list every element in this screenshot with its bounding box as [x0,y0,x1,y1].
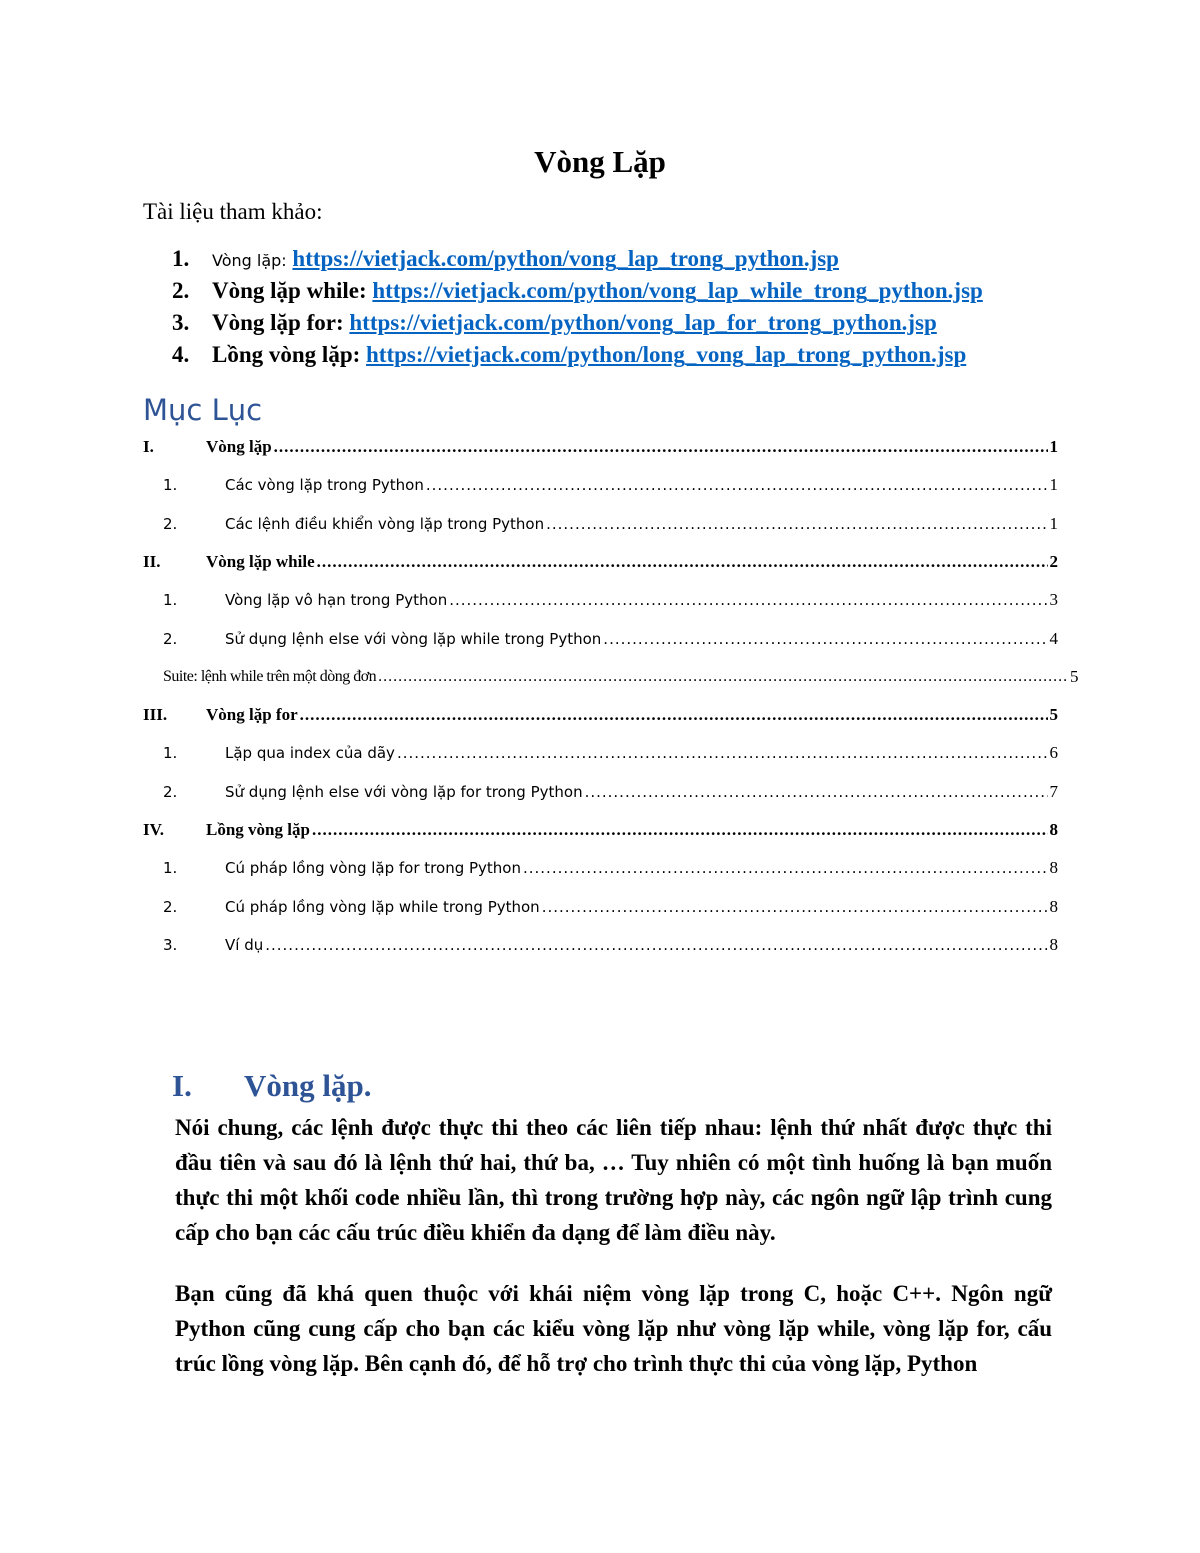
section-number: I. [172,1068,192,1103]
toc-dot-leader [426,476,1048,494]
toc-entry-page: 3 [1049,590,1058,610]
reference-label: Vòng lặp while: [212,278,367,303]
body-paragraph: Bạn cũng đã khá quen thuộc với khái niệm vòng lặp trong C, hoặc C++. Ngôn ngữ Python cũng cung cấp cho bạn các kiểu vòng lặp như vòng lặp while, vòng lặp for, cấu trúc lồng vòng lặp. Bên cạnh đó, để hỗ trợ cho trình thực thi của vòng lặp, Python [175,1281,1052,1376]
reference-label: Vòng lặp for: [212,310,344,335]
toc-entry-page: 5 [1049,705,1058,725]
toc-dot-leader [300,705,1048,725]
reference-number: 3. [172,310,190,335]
toc-entry-number: 2. [163,514,178,533]
toc-entry[interactable] [143,658,1078,696]
toc-entry[interactable] [143,696,1058,734]
toc-entry-number: 1. [163,744,178,763]
toc-entry-page: 1 [1049,475,1058,495]
toc-entry-title: Vòng lặp vô hạn trong Python [225,591,448,610]
toc-entry-number: 2. [163,897,178,916]
toc-entry-page: 1 [1049,437,1058,456]
toc-entry-number: 1. [163,859,178,878]
toc-dot-leader [449,591,1047,609]
toc-dot-leader [546,515,1047,533]
toc-entry-title: Lồng vòng lặp [206,820,310,839]
reference-number: 1. [172,246,190,271]
body-paragraph: Nói chung, các lệnh được thực thi theo các liên tiếp nhau: lệnh thứ nhất được thực thi đầu tiên và sau đó là lệnh thứ hai, thứ ba, … Tuy nhiên có một tình huống là bạn muốn thực thi một khối code nhiều lần, thì trong trường hợp này, các ngôn ngữ lập trình cung cấp cho bạn các cấu trúc điều khiển đa dạng để làm điều này. [175,1115,1052,1245]
reference-link[interactable]: https://vietjack.com/python/vong_lap_for_trong_python.jsp [349,310,937,335]
toc-entry-number: 1. [163,476,178,495]
toc-entry[interactable] [143,888,1058,926]
reference-item [172,307,983,339]
toc-entry[interactable] [143,466,1058,504]
toc-entry-page: 8 [1049,820,1058,839]
toc-entry-title: Các vòng lặp trong Python [225,476,424,495]
section-heading [172,1063,371,1109]
toc-entry-title: Suite: lệnh while trên một dòng đơn [163,667,377,685]
reference-item [172,275,983,307]
toc-dot-leader [378,668,1068,686]
toc-entry-page: 8 [1049,934,1058,954]
reference-label: Vòng lặp: [212,251,287,270]
toc-entry-page: 4 [1049,628,1058,648]
section-title: Vòng lặp. [244,1068,372,1103]
toc-dot-leader [317,552,1048,572]
toc-entry-number: 3. [163,935,178,954]
toc-entry-page: 8 [1049,858,1058,878]
toc-dot-leader [397,744,1048,762]
references-label: Tài liệu tham khảo: [143,199,323,224]
reference-label: Lồng vòng lặp: [212,342,361,367]
toc-entry-title: Cú pháp lồng vòng lặp for trong Python [225,859,521,878]
toc-entry-number: 1. [163,591,178,610]
toc-entry-title: Lặp qua index của dãy [225,744,395,763]
references-list [172,243,983,371]
toc-dot-leader [265,936,1047,954]
toc-entry-page: 7 [1049,781,1058,801]
toc-entry-page: 6 [1049,743,1058,763]
toc-entry-title: Sử dụng lệnh else với vòng lặp for trong Python [225,782,583,801]
toc-dot-leader [603,630,1047,648]
page-title: Vòng Lặp [534,144,666,179]
toc-dot-leader [542,898,1048,916]
toc-entry[interactable] [143,734,1058,772]
toc-entry-number: 2. [163,629,178,648]
toc-entry-number: II. [143,551,161,571]
reference-item [172,339,983,371]
toc-entry[interactable] [143,543,1058,581]
reference-link[interactable]: https://vietjack.com/python/vong_lap_while_trong_python.jsp [372,278,983,303]
toc-entry-number: I. [143,437,154,456]
toc-entry[interactable] [143,811,1058,849]
toc-entry-number: 2. [163,782,178,801]
toc-entry[interactable] [143,581,1058,619]
toc-entry-title: Các lệnh điều khiển vòng lặp trong Python [225,514,545,533]
toc-entry-page: 5 [1070,666,1078,686]
toc-entry[interactable] [143,428,1058,466]
reference-link[interactable]: https://vietjack.com/python/vong_lap_trong_python.jsp [292,246,839,271]
toc-entry-title: Vòng lặp while [206,551,315,571]
toc-entry[interactable] [143,505,1058,543]
toc-entry-title: Vòng lặp for [206,705,298,725]
toc-entry[interactable] [143,773,1058,811]
toc-entry[interactable] [143,849,1058,887]
toc-dot-leader [312,820,1048,840]
toc-entry[interactable] [143,620,1058,658]
toc-entry-number: III. [143,705,168,725]
toc-entry-page: 2 [1049,551,1058,571]
toc-entry-page: 8 [1049,896,1058,916]
toc-heading: Mục Lục [143,393,263,427]
toc-dot-leader [585,783,1048,801]
reference-number: 2. [172,278,190,303]
toc-dot-leader [274,437,1048,457]
reference-number: 4. [172,342,190,367]
toc-entry-page: 1 [1049,513,1058,533]
toc-entry[interactable] [143,926,1058,964]
toc-dot-leader [523,859,1048,877]
toc-entry-number: IV. [143,820,164,839]
reference-item [172,243,983,275]
reference-link[interactable]: https://vietjack.com/python/long_vong_lap_trong_python.jsp [366,342,967,367]
toc-entry-title: Ví dụ [225,935,264,954]
toc-entry-title: Cú pháp lồng vòng lặp while trong Python [225,897,540,916]
toc-entry-title: Sử dụng lệnh else với vòng lặp while trong Python [225,629,602,648]
toc-entry-title: Vòng lặp [206,437,272,456]
